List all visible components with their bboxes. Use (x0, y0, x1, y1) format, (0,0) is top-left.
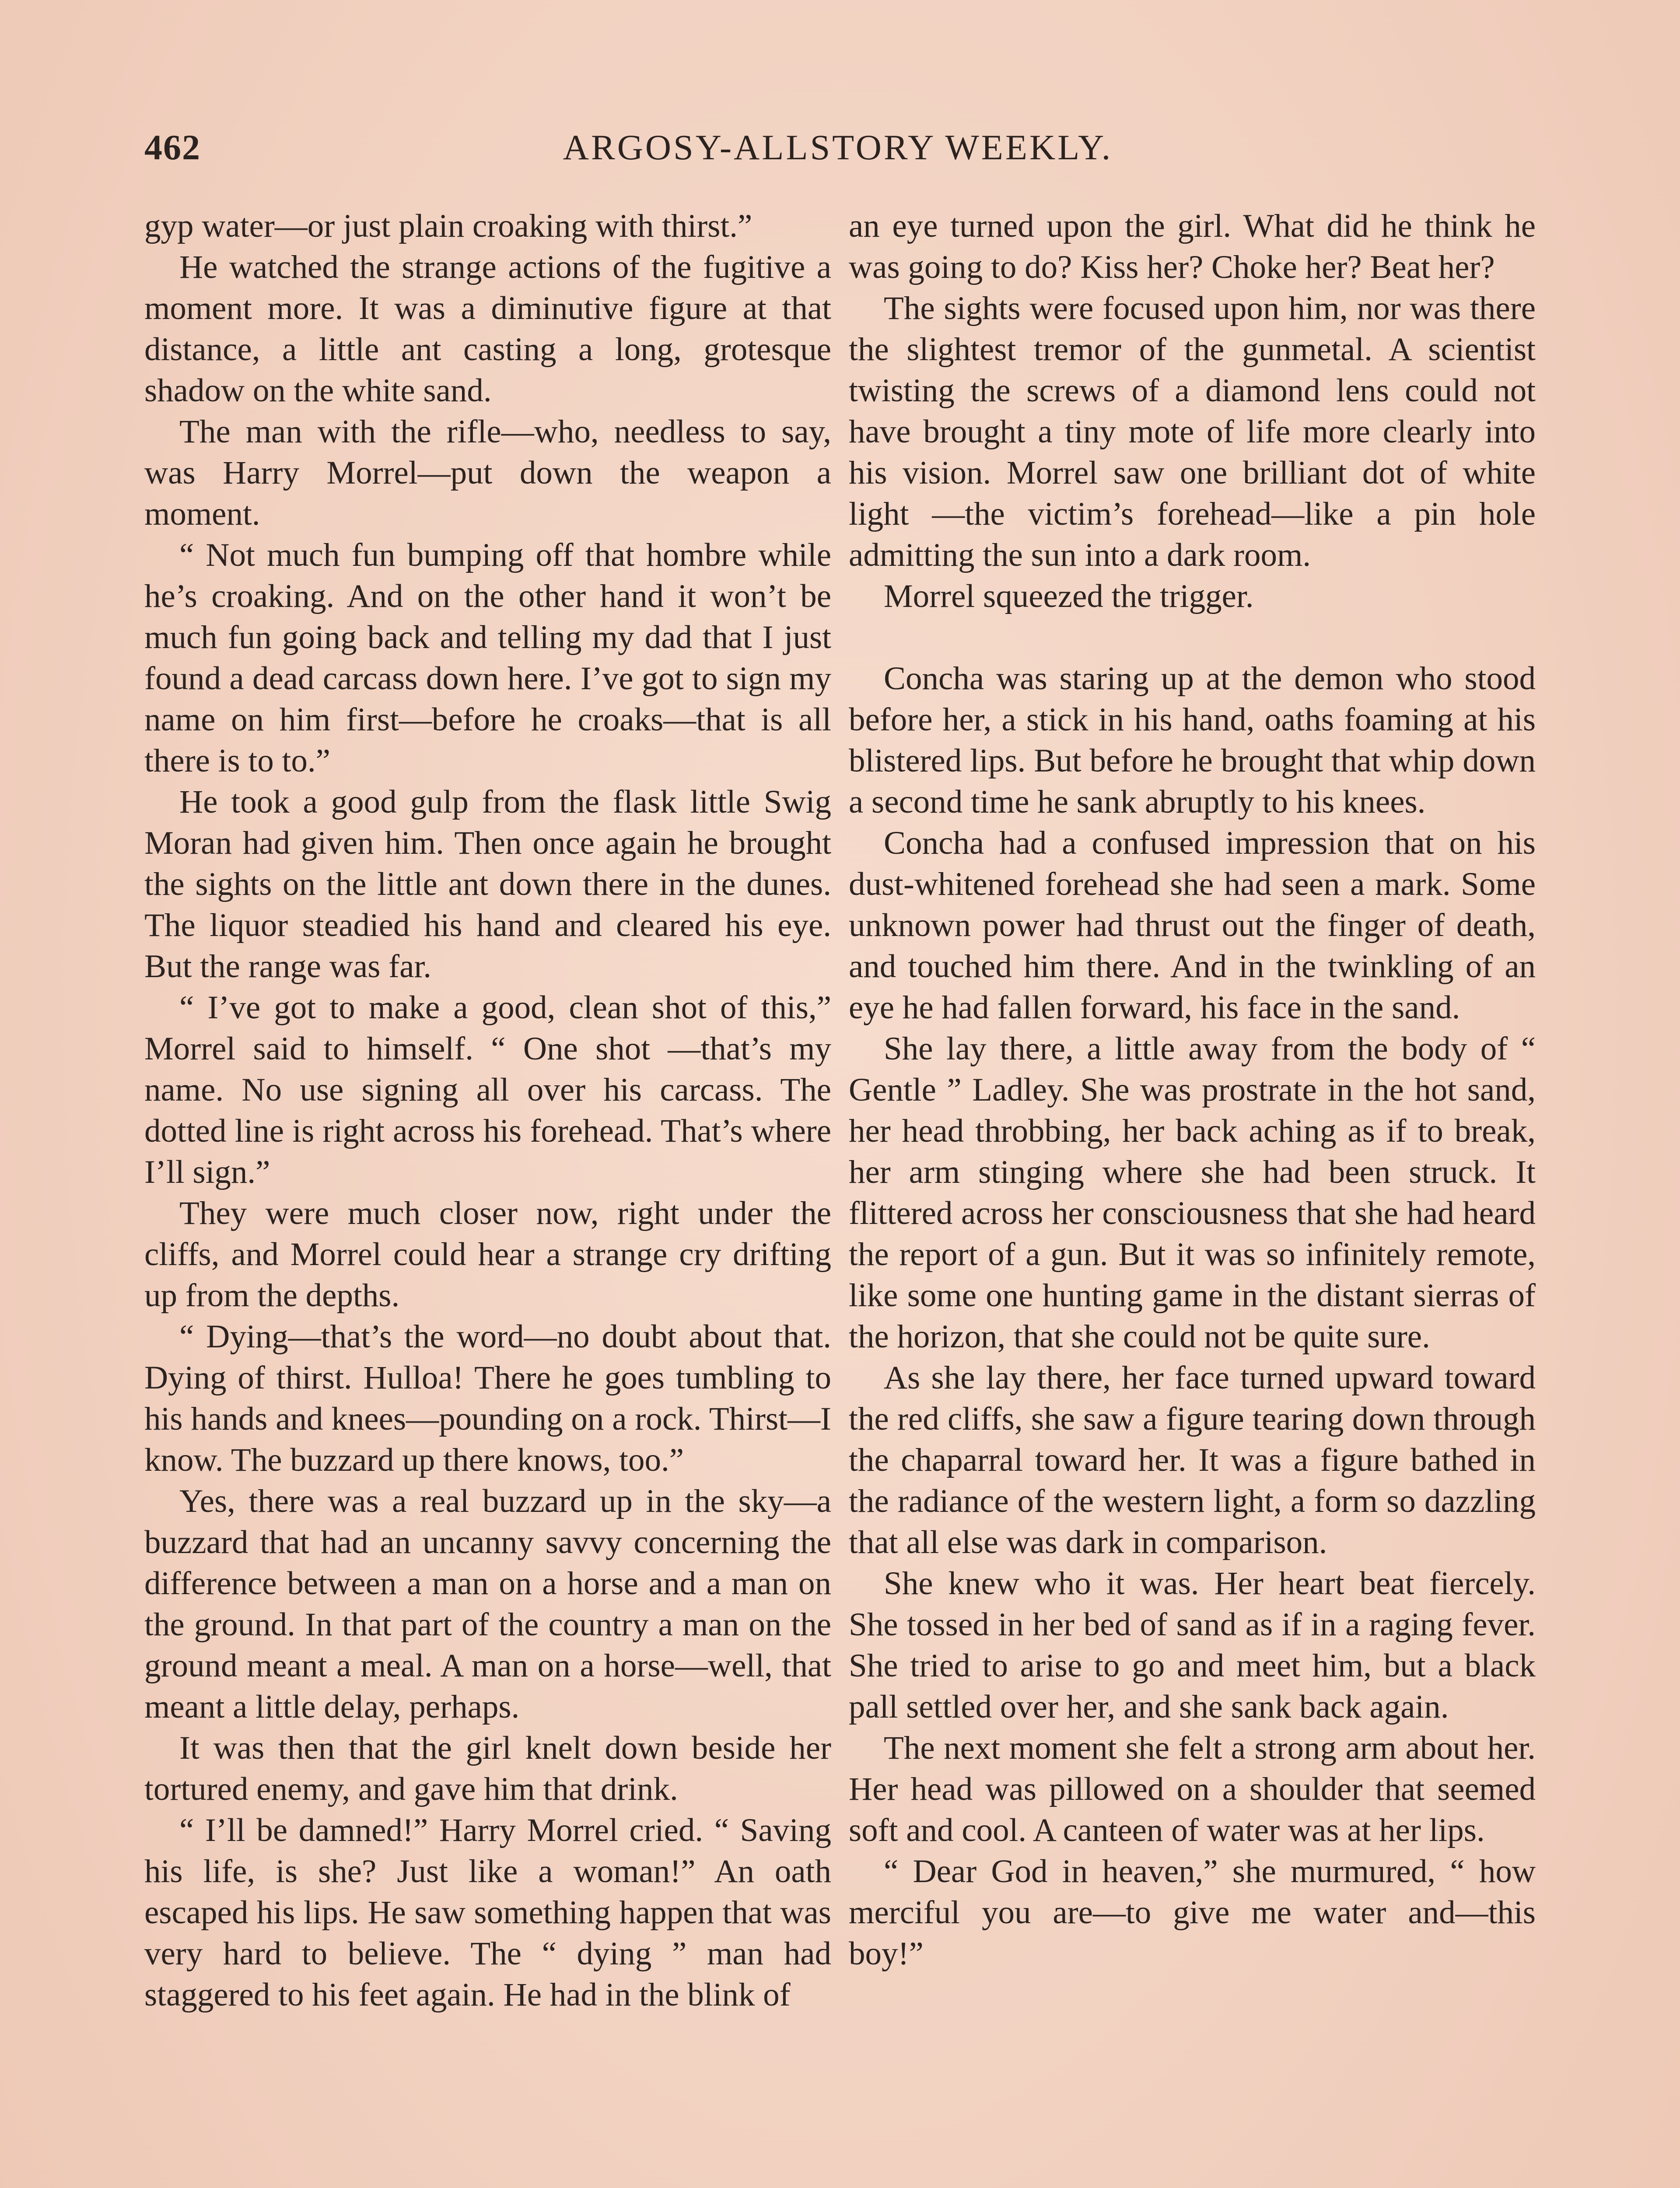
paragraph: He watched the strange actions of the fugitive a moment more. It was a diminutive figure at that distance, a little ant casting a long, grotesque shadow on the white sand. (144, 249, 831, 409)
paragraph: The man with the rifle—who, needless to say, was Harry Morrel—put down the weapon a moment. (144, 414, 831, 532)
left-column (144, 206, 831, 2188)
paragraph: She knew who it was. Her heart beat fiercely. She tossed in her bed of sand as if in a raging fever. She tried to arise to go and meet him, but a black pall settled over her, and she sank back again. (849, 1565, 1536, 1725)
paragraph: They were much closer now, right under the cliffs, and Morrel could hear a strange cry drifting up from the depths. (144, 1195, 831, 1314)
paragraph: “ Dying—that’s the word—no doubt about that. Dying of thirst. Hulloa! There he goes tumbling to his hands and knees—pounding on a rock. Thirst—I know. The buzzard up there knows, too.” (144, 1318, 831, 1478)
paragraph: The sights were focused upon him, nor was there the slightest tremor of the gunmetal. A scientist twisting the screws of a diamond lens could not have brought a tiny mote of life more clearly into his vision. Morrel saw one brilliant dot of white light —the victim’s forehead—like a pin hole admitting the sun into a dark room. (849, 290, 1536, 573)
paragraph: Yes, there was a real buzzard up in the sky—a buzzard that had an uncanny savvy concerning the difference between a man on a horse and a man on the ground. In that part of the country a man on the ground meant a meal. A man on a horse—well, that meant a little delay, perhaps. (144, 1483, 831, 1725)
paragraph: She lay there, a little away from the body of “ Gentle ” Ladley. She was prostrate in the hot sand, her head throbbing, her back aching as if to break, her arm stinging where she had been struck. It flittered across her consciousness that she had heard the report of a gun. But it was so infinitely remote, like some one hunting game in the distant sierras of the horizon, that she could not be quite sure. (849, 1031, 1536, 1355)
paragraph: “ Dear God in heaven,” she murmured, “ how merciful you are—to give me water and—this boy!” (849, 1853, 1536, 1972)
paragraph: It was then that the girl knelt down beside her tortured enemy, and gave him that drink. (144, 1730, 831, 1807)
paragraph: Morrel squeezed the trigger. (884, 578, 1254, 614)
paragraph: “ Not much fun bumping off that hombre while he’s croaking. And on the other hand it won’t be much fun going back and telling my dad that I just found a dead carcass down here. I’ve got to sign my name on him first—before he croaks—that is all there is to to.” (144, 537, 831, 779)
paragraph: “ I’ll be damned!” Harry Morrel cried. “ Saving his life, is she? Just like a woman!” An oath escaped his lips. He saw something happen that was very hard to believe. The “ dying ” man had staggered to his feet again. He had in the blink of (144, 1812, 831, 2013)
paragraph: He took a good gulp from the flask little Swig Moran had given him. Then once again he brought the sights on the little ant down there in the dunes. The liquor steadied his hand and cleared his eye. But the range was far. (144, 784, 831, 985)
page-number: 462 (144, 127, 201, 167)
paragraph: gyp water—or just plain croaking with thirst.” (144, 208, 752, 244)
paragraph: “ I’ve got to make a good, clean shot of this,” Morrel said to himself. “ One shot —that’s my name. No use signing all over his carcass. The dotted line is right across his forehead. That’s where I’ll sign.” (144, 989, 831, 1190)
paragraph: As she lay there, her face turned upward toward the red cliffs, she saw a figure tearing down through the chaparral toward her. It was a figure bathed in the radiance of the western light, a form so dazzling that all else was dark in comparison. (849, 1360, 1536, 1560)
right-column (849, 206, 1536, 2188)
paragraph: Concha was staring up at the demon who stood before her, a stick in his hand, oaths foaming at his blistered lips. But before he brought that whip down a second time he sank abruptly to his knees. (849, 660, 1536, 820)
paragraph: The next moment she felt a strong arm about her. Her head was pillowed on a shoulder that seemed soft and cool. A canteen of water was at her lips. (849, 1730, 1536, 1848)
paragraph: Concha had a confused impression that on his dust-whitened forehead she had seen a mark. Some unknown power had thrust out the finger of death, and touched him there. And in the twinkling of an eye he had fallen forward, his face in the sand. (849, 825, 1536, 1026)
paragraph: an eye turned upon the girl. What did he think he was going to do? Kiss her? Choke her? Beat her? (849, 208, 1536, 285)
running-title: ARGOSY-ALLSTORY WEEKLY. (563, 127, 1113, 167)
page-header (144, 127, 1531, 188)
